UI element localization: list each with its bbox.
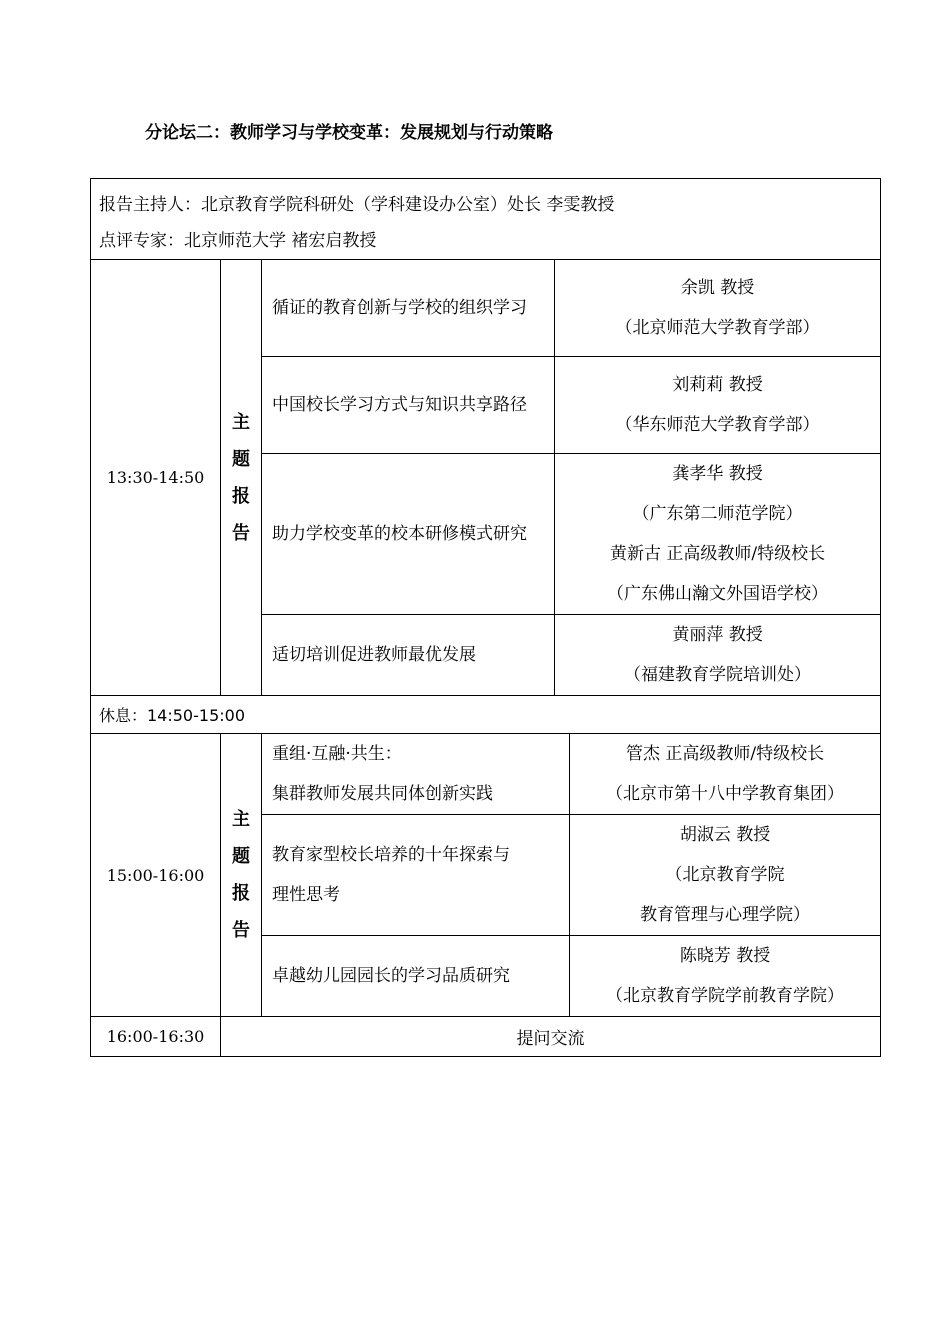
report-topic [262,454,555,615]
session2-label-char: 报 [232,883,250,904]
report-topic [262,734,570,815]
qa-time: 16:00-16:30 [91,1017,221,1057]
speaker-line: 教育管理与心理学院） [640,905,811,925]
session1-label-char: 主 [232,411,250,433]
report-topic [262,936,570,1017]
session2-label-char: 主 [232,809,250,830]
report-topic [262,357,555,454]
report-speaker [570,936,881,1017]
report-speaker [555,260,881,357]
session2-label-char: 题 [232,846,250,867]
speaker-line: （北京师范大学教育学部） [615,318,820,338]
page-title: 分论坛二：教师学习与学校变革：发展规划与行动策略 [145,123,553,143]
session2-report-row [91,734,881,815]
session2-label [221,734,262,1017]
speaker-line: 黄新古 正高级教师/特级校长 [609,544,826,564]
report-topic [262,260,555,357]
session1-label-char: 题 [232,448,250,470]
qa-row [91,1017,881,1057]
speaker-line: （广东第二师范学院） [632,504,803,524]
speaker-line: 龚孝华 教授 [672,464,763,484]
speaker-line: （北京教育学院 [665,865,785,885]
topic-line: 教育家型校长培养的十年探索与 [272,845,510,865]
report-speaker [570,734,881,815]
agenda-table [90,178,881,1057]
break-label: 休息：14:50-15:00 [91,696,881,734]
report-speaker [570,815,881,936]
topic-line: 重组·互融·共生： [272,744,402,764]
report-speaker [555,615,881,696]
speaker-line: 黄丽萍 教授 [672,625,763,645]
reviewer-line: 点评专家：北京师范大学 褚宏启教授 [99,231,377,251]
session2-label-char: 告 [232,920,250,941]
session2-time: 15:00-16:00 [91,734,221,1017]
header-row [91,179,881,260]
speaker-line: 余凯 教授 [680,278,755,298]
speaker-line: 胡淑云 教授 [679,825,771,845]
report-speaker [555,357,881,454]
session1-label [221,260,262,696]
speaker-line: （华东师范大学教育学部） [615,415,820,435]
host-line: 报告主持人：北京教育学院科研处（学科建设办公室）处长 李雯教授 [99,195,615,215]
session1-report-row [91,260,881,357]
header-cell [91,179,881,260]
speaker-line: （福建教育学院培训处） [624,665,812,685]
speaker-line: 陈晓芳 教授 [679,946,771,966]
topic-line: 助力学校变革的校本研修模式研究 [272,524,527,544]
qa-label: 提问交流 [221,1017,881,1057]
speaker-line: 管杰 正高级教师/特级校长 [625,744,825,764]
speaker-line: （北京市第十八中学教育集团） [606,784,845,804]
topic-line: 中国校长学习方式与知识共享路径 [272,395,527,415]
topic-line: 集群教师发展共同体创新实践 [272,784,493,804]
topic-line: 适切培训促进教师最优发展 [272,645,476,665]
report-speaker [555,454,881,615]
session1-time: 13:30-14:50 [91,260,221,696]
topic-line: 卓越幼儿园园长的学习品质研究 [272,966,510,986]
topic-line: 理性思考 [272,885,340,905]
break-row [91,696,881,734]
report-topic [262,815,570,936]
session1-label-char: 报 [232,485,250,507]
speaker-line: （北京教育学院学前教育学院） [606,986,845,1006]
topic-line: 循证的教育创新与学校的组织学习 [272,298,527,318]
speaker-line: 刘莉莉 教授 [672,375,763,395]
speaker-line: （广东佛山瀚文外国语学校） [607,584,829,604]
report-topic [262,615,555,696]
session1-label-char: 告 [232,522,250,544]
